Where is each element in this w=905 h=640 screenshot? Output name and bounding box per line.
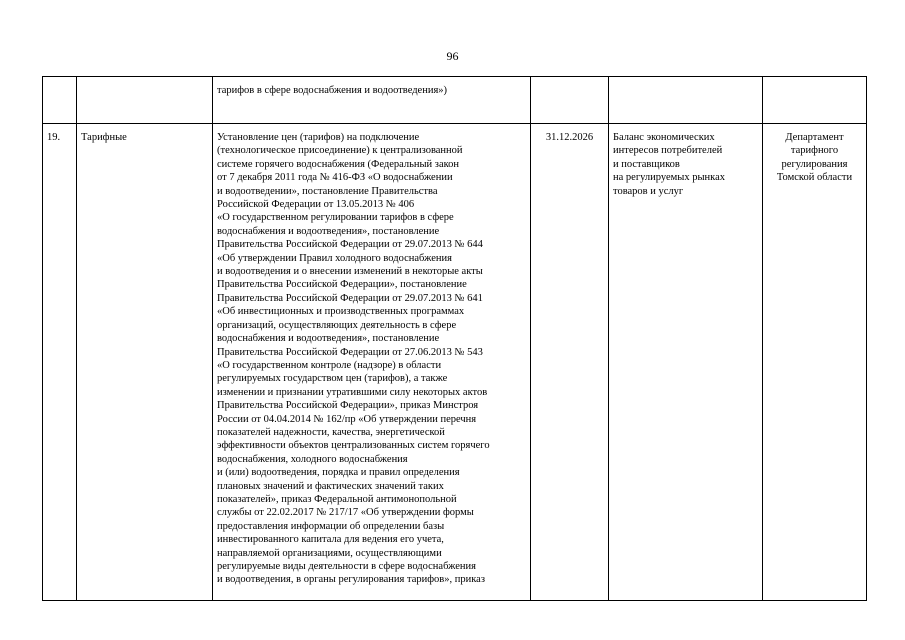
responsible-line: регулирования bbox=[781, 158, 848, 170]
cell-goal bbox=[609, 77, 763, 124]
description-line: тарифов в сфере водоснабжения и водоотведения») bbox=[217, 85, 448, 96]
description-line: Установление цен (тарифов) на подключение bbox=[217, 132, 420, 143]
description-line: водоснабжения и водоотведения», постановление bbox=[217, 225, 440, 237]
responsible-line: Департамент bbox=[785, 132, 844, 143]
description-line: и водоотведения и о внесении изменений в некоторые акты bbox=[217, 266, 483, 278]
goal-line: Баланс экономических bbox=[613, 132, 715, 143]
description-line: регулируемые виды деятельности в сфере водоснабжения bbox=[217, 561, 476, 572]
description-line: организаций, осуществляющих деятельность в сфере bbox=[217, 319, 457, 331]
table-row-continuation bbox=[43, 77, 867, 124]
description-line: показателей», приказ Федеральной антимонопольной bbox=[217, 493, 457, 505]
description-line: изменении и признании утратившими силу некоторых актов bbox=[217, 386, 488, 398]
table-row-19 bbox=[43, 124, 867, 601]
description-line: Правительства Российской Федерации», приказ Минстроя bbox=[217, 400, 479, 412]
cell-title bbox=[77, 77, 213, 124]
description-line: и водоотведении», постановление Правительства bbox=[217, 185, 438, 197]
description-line: Правительства Российской Федерации от 27.06.2013 № 543 bbox=[217, 346, 483, 358]
page-number: 96 bbox=[446, 49, 459, 63]
description-line: и водоотведения, в органы регулирования тарифов», приказ bbox=[217, 574, 485, 586]
description-line: показателей надежности, качества, энергетической bbox=[217, 426, 445, 438]
goal-line: на регулируемых рынках bbox=[613, 172, 726, 184]
description-line: водоснабжения, холодного водоснабжения bbox=[217, 453, 408, 465]
cell-number bbox=[43, 77, 77, 124]
description-line: инвестированного капитала для ведения его учета, bbox=[217, 534, 444, 546]
description-line: эффективности объектов централизованных систем горячего bbox=[217, 440, 490, 452]
description-line: и (или) водоотведения, порядка и правил определения bbox=[217, 467, 460, 479]
cell-responsible bbox=[763, 124, 867, 601]
goal-line: и поставщиков bbox=[613, 158, 680, 170]
measures-table bbox=[42, 76, 867, 601]
description-line: Правительства Российской Федерации от 29.07.2013 № 641 bbox=[217, 292, 483, 304]
cell-date: 31.12.2026 bbox=[531, 124, 609, 601]
goal-line: интересов потребителей bbox=[613, 145, 723, 157]
cell-date bbox=[531, 77, 609, 124]
description-line: «Об утверждении Правил холодного водоснабжения bbox=[217, 252, 452, 264]
description-line: службы от 22.02.2017 № 217/17 «Об утверждении формы bbox=[217, 507, 474, 519]
description-line: водоснабжения и водоотведения», постановление bbox=[217, 333, 440, 345]
description-line: России от 04.04.2014 № 162/пр «Об утверждении перечня bbox=[217, 413, 477, 425]
cell-responsible bbox=[763, 77, 867, 124]
description-line: «О государственном контроле (надзоре) в области bbox=[217, 359, 442, 371]
description-line: Российской Федерации от 13.05.2013 № 406 bbox=[217, 199, 415, 211]
cell-title: Тарифные bbox=[77, 124, 213, 601]
cell-number: 19. bbox=[43, 124, 77, 601]
description-line: Правительства Российской Федерации», постановление bbox=[217, 279, 467, 291]
description-line: регулируемых государством цен (тарифов), а также bbox=[217, 373, 448, 385]
description-line: «О государственном регулировании тарифов в сфере bbox=[217, 212, 454, 224]
cell-description bbox=[213, 124, 531, 601]
description-line: Правительства Российской Федерации от 29.07.2013 № 644 bbox=[217, 239, 483, 251]
description-line: направляемой организациями, осуществляющими bbox=[217, 547, 442, 559]
goal-line: товаров и услуг bbox=[613, 185, 684, 197]
description-line: от 7 декабря 2011 года № 416-ФЗ «О водоснабжении bbox=[217, 172, 453, 184]
description-line: плановых значений и фактических значений таких bbox=[217, 480, 444, 492]
description-line: предоставления информации об определении базы bbox=[217, 520, 445, 532]
cell-goal bbox=[609, 124, 763, 601]
description-line: (технологическое присоединение) к централизованной bbox=[217, 145, 463, 157]
description-line: «Об инвестиционных и производственных программах bbox=[217, 306, 465, 318]
cell-description bbox=[213, 77, 531, 124]
responsible-line: тарифного bbox=[790, 145, 839, 157]
description-line: системе горячего водоснабжения (Федеральный закон bbox=[217, 158, 460, 170]
responsible-line: Томской области bbox=[776, 172, 853, 184]
